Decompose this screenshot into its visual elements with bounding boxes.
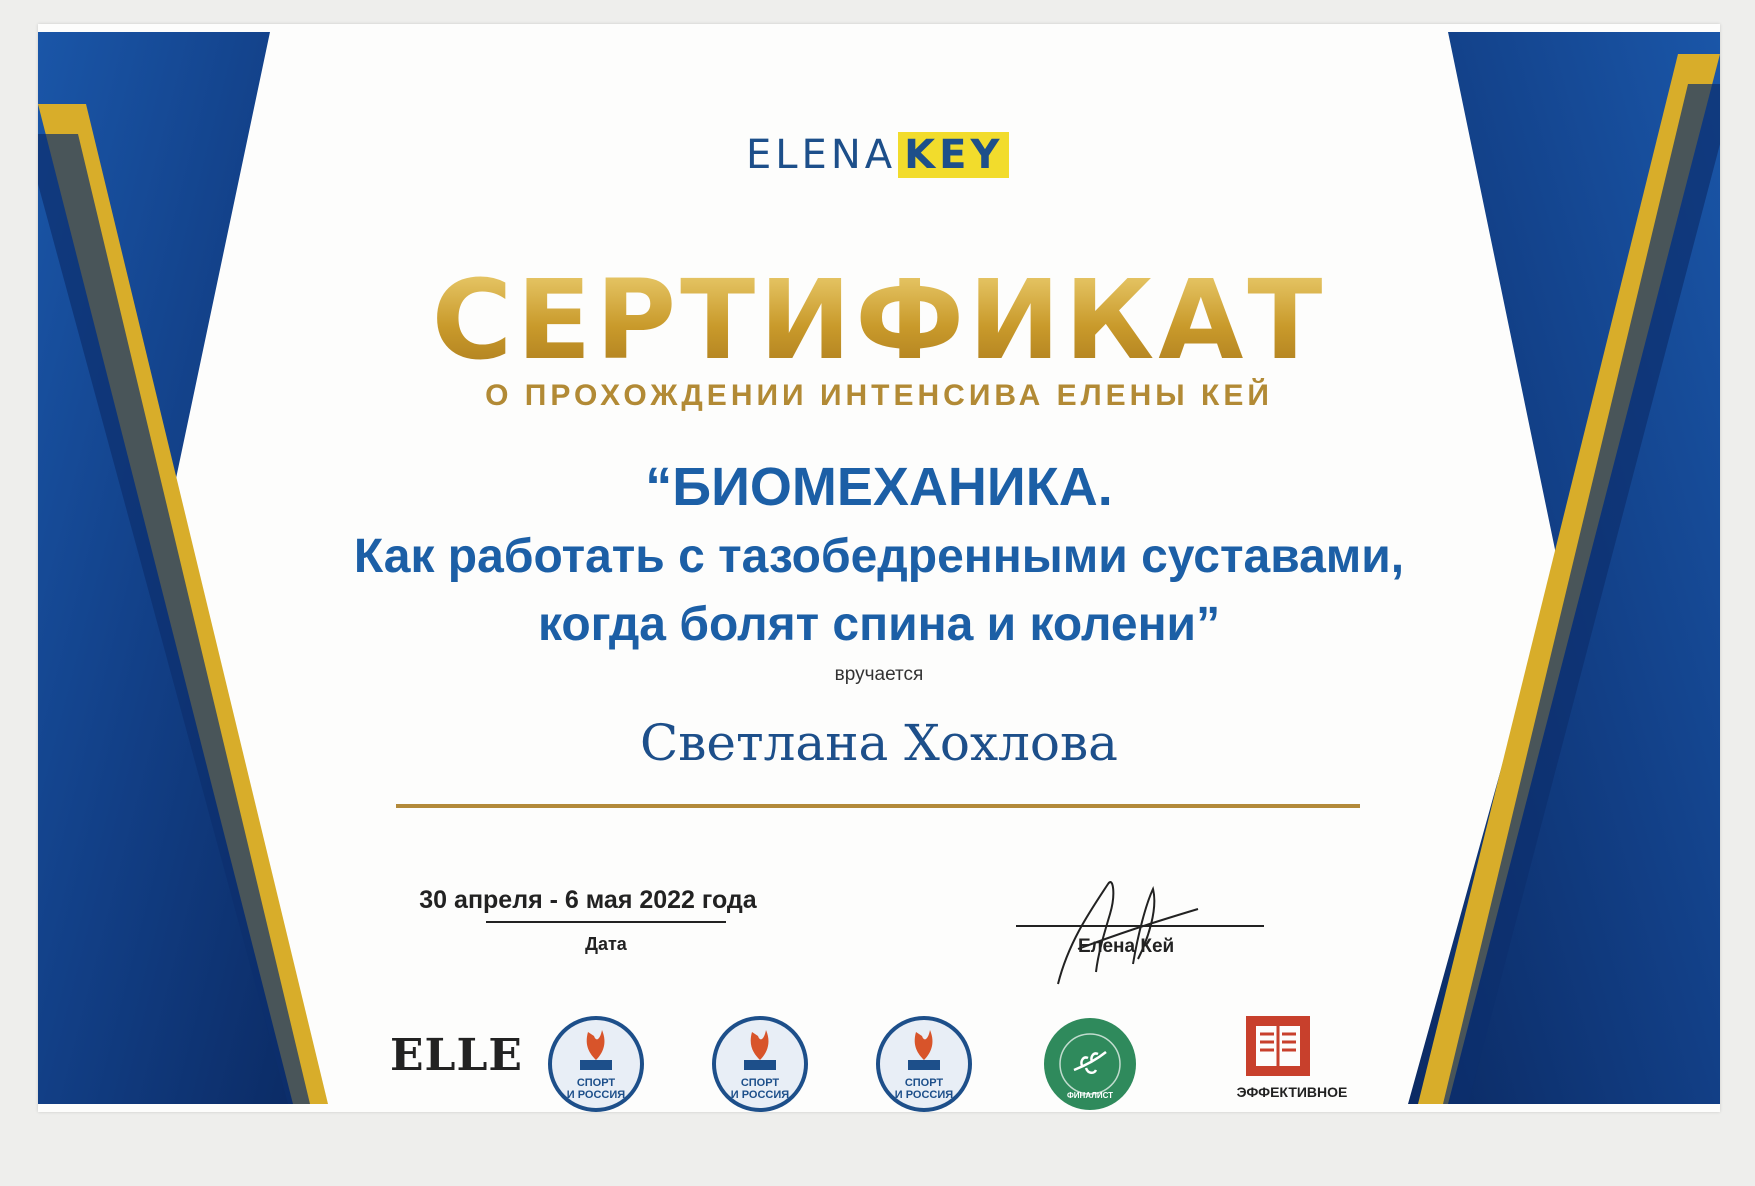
sport-russia-badge-icon xyxy=(874,1014,974,1112)
organic-finalist-text: ФИНАЛИСТ xyxy=(1066,1091,1114,1100)
awarded-label: вручается xyxy=(834,664,924,685)
signature-icon xyxy=(1038,854,1218,994)
sport-russia-badge-icon xyxy=(546,1014,646,1112)
certificate xyxy=(38,24,1720,1112)
badge-text-line1: СПОРТ xyxy=(576,1077,616,1089)
course-title-line1: “БИОМЕХАНИКА. xyxy=(645,457,1113,517)
badge-text-line1: СПОРТ xyxy=(740,1077,780,1089)
date-underline xyxy=(486,921,726,923)
certificate-subtitle: О ПРОХОЖДЕНИИ ИНТЕНСИВА ЕЛЕНЫ КЕЙ xyxy=(485,379,1273,412)
sport-russia-badge-icon xyxy=(710,1014,810,1112)
recipient-name: Светлана Хохлова xyxy=(640,714,1118,772)
course-title-line2: Как работать с тазобедренными суставами, xyxy=(353,530,1405,583)
badge-text-line2: И РОССИЯ xyxy=(566,1089,626,1101)
logo-text-key: KEY xyxy=(898,132,1009,178)
live-organic-awards-icon xyxy=(1040,1014,1140,1112)
date-value: 30 апреля - 6 мая 2022 года xyxy=(419,886,757,914)
signature-label: Елена Кей xyxy=(1078,936,1175,957)
elle-logo: ELLE xyxy=(390,1030,523,1081)
recipient-underline xyxy=(396,804,1360,808)
logo-text-elena: ELENA xyxy=(746,132,897,178)
certificate-title: СЕРТИФИКАТ xyxy=(38,256,1720,384)
badge-text-line2: И РОССИЯ xyxy=(730,1089,790,1101)
book-icon xyxy=(1238,1008,1318,1088)
effective-education-label: ЭФФЕКТИВНОЕ xyxy=(1236,1084,1348,1100)
badge-text-line2: И РОССИЯ xyxy=(894,1089,954,1101)
course-title-line3: когда болят спина и колени” xyxy=(537,598,1221,651)
badge-text-line1: СПОРТ xyxy=(904,1077,944,1089)
date-label: Дата xyxy=(585,934,627,954)
signature-underline xyxy=(1016,925,1264,927)
elena-key-logo xyxy=(746,132,1009,178)
